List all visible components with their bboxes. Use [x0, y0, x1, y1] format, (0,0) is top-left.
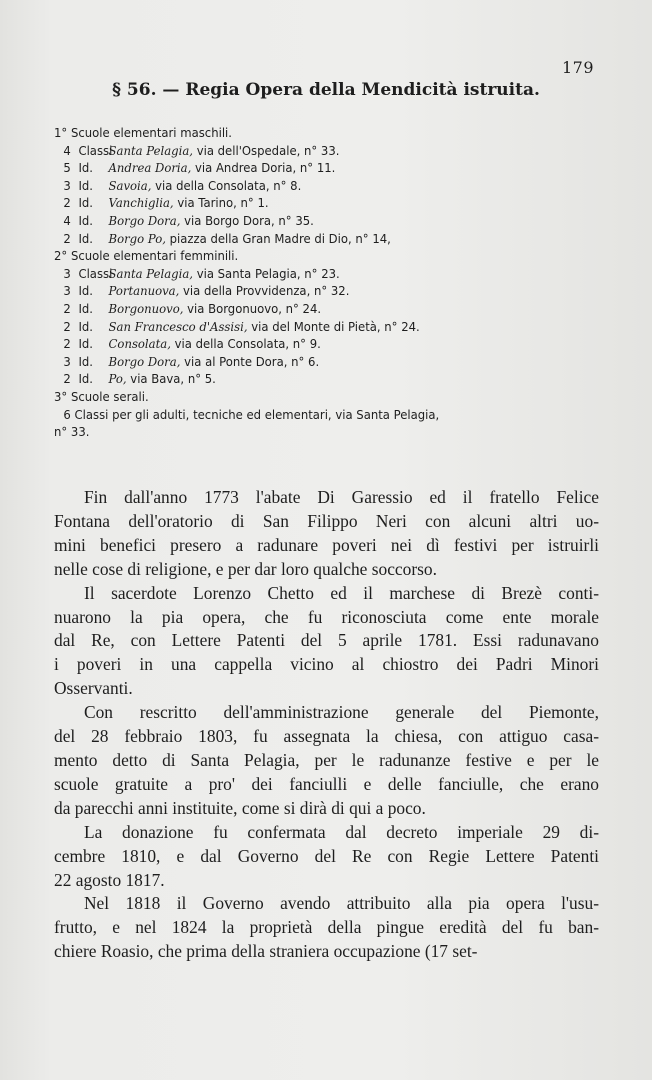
text-line: La donazione fu confermata dal decreto imperiale 29 di-: [84, 821, 599, 842]
text-line: del 28 febbraio 1803, fu assegnata la chiesa, con attiguo casa-: [54, 726, 599, 747]
item-place: Santa Pelagia,: [108, 265, 197, 281]
item-class: Id.: [78, 230, 93, 246]
item-count: 2: [63, 336, 71, 352]
section-number: 1°: [54, 125, 71, 140]
section-number: 2°: [54, 248, 71, 264]
item-address: via della Provvidenza, n° 32.: [183, 283, 350, 299]
list-item: [54, 212, 580, 230]
item-count: 2: [63, 195, 71, 211]
item-class: Id.: [78, 318, 93, 334]
item-class: Id.: [78, 353, 93, 369]
section-heading: § 56. — Regia Opera della Mendicità istruita.: [112, 80, 540, 100]
text-line: nuarono la pia opera, che fu riconosciuta come ente morale: [54, 606, 599, 627]
text-line: Nel 1818 il Governo avendo attribuito alla pia opera l'usu-: [84, 893, 599, 914]
list-item: [54, 353, 580, 371]
item-class: Id.: [78, 177, 93, 193]
paragraph: [54, 892, 599, 964]
item-address: piazza della Gran Madre di Dio, n° 14,: [169, 230, 391, 246]
item-count: 3: [63, 265, 71, 281]
paragraph: [54, 821, 599, 893]
text-line: da parecchi anni instituite, come si dirà di qui a poco.: [54, 797, 426, 818]
item-address: via al Ponte Dora, n° 6.: [184, 353, 320, 369]
text-line: Il sacerdote Lorenzo Chetto ed il marchese di Brezè conti-: [84, 582, 599, 603]
item-class: Id.: [78, 371, 93, 387]
text-line: mini benefici presero a radunare poveri nei dì festivi per istruirli: [54, 534, 599, 555]
item-count: 3: [63, 283, 71, 299]
section-title: Scuole elementari maschili.: [70, 125, 232, 140]
item-place: Santa Pelagia,: [108, 142, 197, 158]
list-item: [54, 335, 580, 353]
text-line: chiere Roasio, che prima della straniera occupazione (17 set-: [54, 941, 478, 962]
item-count: 2: [63, 318, 71, 334]
list-item: [54, 300, 580, 318]
list-item: [54, 194, 580, 212]
list-item: [54, 318, 580, 336]
text-line: 22 agosto 1817.: [54, 869, 165, 890]
item-place: Vanchiglia,: [108, 195, 178, 211]
item-address: via Andrea Doria, n° 11.: [195, 160, 336, 176]
item-count: 2: [63, 230, 71, 246]
paragraph: [54, 486, 599, 582]
item-place: Po,: [108, 371, 131, 387]
item-class: Id.: [78, 195, 93, 211]
list-item: [54, 177, 580, 195]
item-place: Savoia,: [108, 177, 156, 193]
item-count: 2: [63, 300, 71, 316]
text-line: dal Re, con Lettere Patenti del 5 aprile 1781. Essi radunavano: [54, 630, 599, 651]
item-place: Borgo Dora,: [108, 353, 185, 369]
paragraph: [54, 701, 599, 821]
text-line: nelle cose di religione, e per dar loro qualche soccorso.: [54, 558, 437, 579]
item-count: 4: [63, 212, 71, 228]
text-line: Fontana dell'oratorio di San Filippo Neri con alcuni altri uo-: [54, 510, 599, 531]
item-count: 2: [63, 371, 71, 387]
list-item: n° 33.: [54, 424, 90, 440]
item-class: Id.: [78, 336, 93, 352]
paragraph: [54, 582, 599, 702]
page-number: 179: [561, 58, 594, 77]
item-address: via Santa Pelagia, n° 23.: [196, 265, 340, 281]
text-line: mento detto di Santa Pelagia, per le radunanze festive e per le: [54, 749, 599, 770]
list-item: [54, 142, 580, 160]
item-place: Portanuova,: [108, 283, 184, 299]
text-line: frutto, e nel 1824 la proprietà della pingue eredità del fu ban-: [54, 917, 599, 938]
item-address: via Tarino, n° 1.: [177, 195, 269, 211]
list-section: [54, 247, 580, 265]
item-count: 4: [63, 142, 71, 158]
list-section: [54, 124, 580, 142]
item-place: Consolata,: [108, 336, 175, 352]
item-class: Classi: [78, 142, 113, 158]
item-class: Id.: [78, 300, 93, 316]
item-address: via Borgonuovo, n° 24.: [187, 300, 322, 316]
list-item: 6 Classi per gli adulti, tecniche ed elementari, via Santa Pelagia,: [63, 406, 440, 422]
item-place: Borgo Po,: [108, 230, 170, 246]
item-class: Id.: [78, 283, 93, 299]
section-title: Scuole elementari femminili.: [70, 248, 239, 264]
item-place: Borgo Dora,: [108, 212, 185, 228]
list-item: [54, 265, 580, 283]
section-number: 3°: [54, 388, 71, 404]
list-item: [54, 230, 580, 248]
school-list: [54, 124, 580, 441]
item-address: via del Monte di Pietà, n° 24.: [251, 318, 420, 334]
item-address: via della Consolata, n° 9.: [174, 336, 321, 352]
item-place: Borgonuovo,: [108, 300, 188, 316]
text-line: Con rescritto dell'amministrazione generale del Piemonte,: [84, 702, 599, 723]
text-line: Osservanti.: [54, 678, 133, 699]
item-class: Id.: [78, 160, 93, 176]
item-class: Id.: [78, 212, 93, 228]
body-text: [54, 486, 599, 964]
item-count: 5: [63, 160, 71, 176]
list-item: [54, 370, 580, 388]
section-title: Scuole serali.: [70, 388, 149, 404]
item-count: 3: [63, 353, 71, 369]
text-line: cembre 1810, e dal Governo del Re con Regie Lettere Patenti: [54, 845, 599, 866]
list-item: [54, 282, 580, 300]
item-address: via Borgo Dora, n° 35.: [184, 212, 314, 228]
item-place: Andrea Doria,: [108, 160, 195, 176]
list-section: [54, 388, 580, 406]
item-address: via della Consolata, n° 8.: [155, 177, 302, 193]
item-class: Classi: [78, 265, 113, 281]
text-line: scuole gratuite a pro' dei fanciulli e delle fanciulle, che erano: [54, 773, 599, 794]
text-line: Fin dall'anno 1773 l'abate Di Garessio ed il fratello Felice: [84, 487, 599, 507]
item-address: via Bava, n° 5.: [130, 371, 216, 387]
text-line: i poveri in una cappella vicino al chiostro dei Padri Minori: [54, 654, 599, 675]
item-place: San Francesco d'Assisi,: [108, 318, 252, 334]
list-item: [54, 159, 580, 177]
item-address: via dell'Ospedale, n° 33.: [196, 142, 340, 158]
item-count: 3: [63, 177, 71, 193]
